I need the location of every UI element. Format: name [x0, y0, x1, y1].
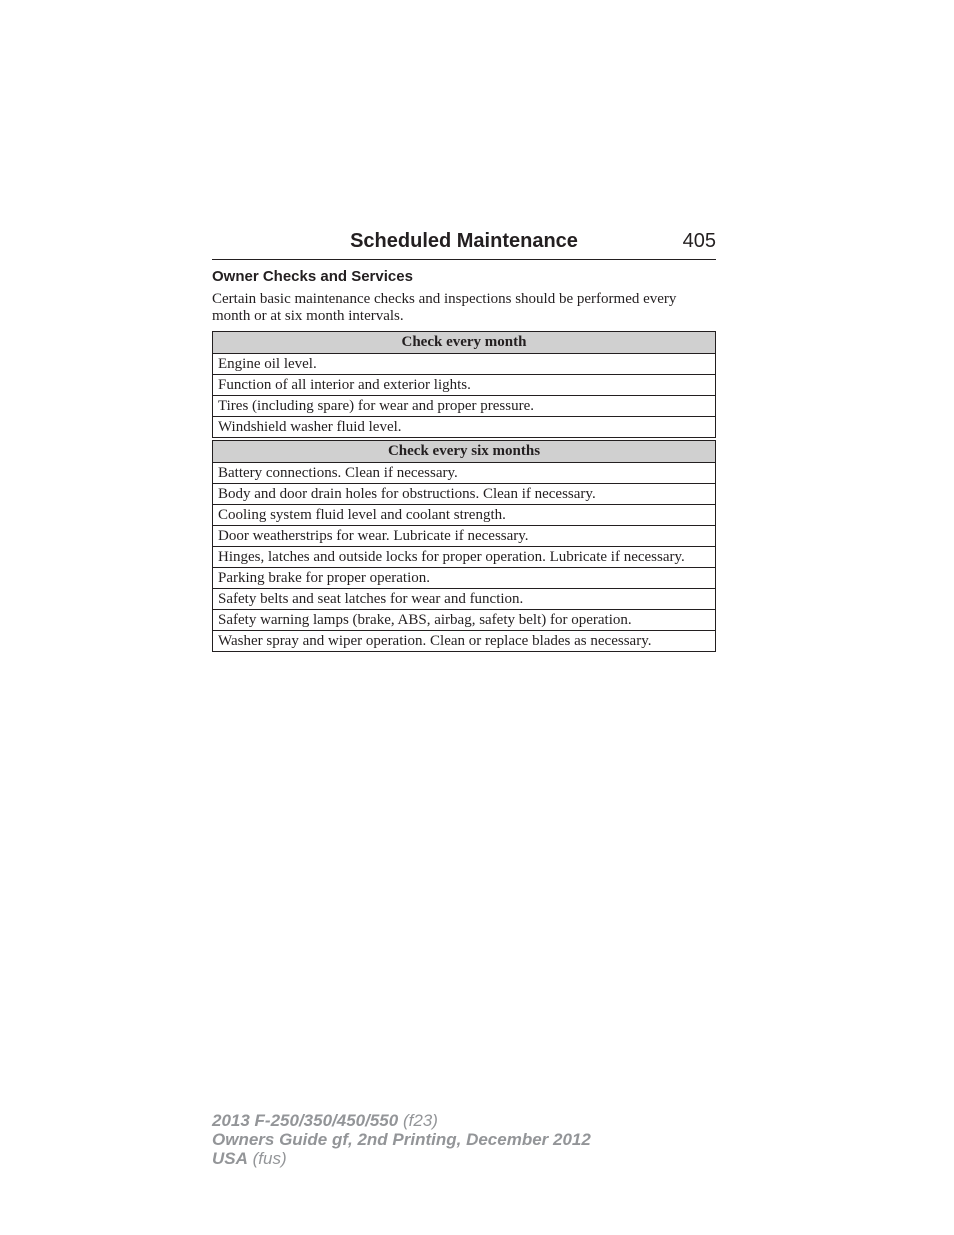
footer-line-model [212, 1111, 591, 1130]
page-footer [212, 1111, 591, 1168]
page-number: 405 [682, 230, 716, 252]
table-cell: Cooling system fluid level and coolant strength. [213, 505, 716, 526]
table-cell: Hinges, latches and outside locks for proper operation. Lubricate if necessary. [213, 547, 716, 568]
footer-model-code: (f23) [402, 1111, 438, 1130]
table-cell: Tires (including spare) for wear and proper pressure. [213, 396, 716, 417]
footer-line-market [212, 1149, 591, 1168]
table-header-row [213, 441, 716, 463]
table-row [213, 610, 716, 631]
table-row [213, 354, 716, 375]
page-header [212, 229, 716, 260]
six-month-checks-table [212, 440, 716, 652]
table-cell: Battery connections. Clean if necessary. [213, 463, 716, 484]
table-cell: Safety warning lamps (brake, ABS, airbag, safety belt) for operation. [213, 610, 716, 631]
table-header: Check every six months [213, 441, 716, 463]
table-cell: Washer spray and wiper operation. Clean or replace blades as necessary. [213, 631, 716, 652]
table-cell: Body and door drain holes for obstructions. Clean if necessary. [213, 484, 716, 505]
footer-market-code: (fus) [252, 1149, 287, 1168]
table-cell: Safety belts and seat latches for wear and function. [213, 589, 716, 610]
table-row [213, 589, 716, 610]
footer-market: USA [212, 1149, 248, 1168]
page-title: Scheduled Maintenance [350, 230, 578, 252]
table-row [213, 547, 716, 568]
footer-model: 2013 F-250/350/450/550 [212, 1111, 399, 1130]
monthly-checks-table [212, 331, 716, 438]
table-row [213, 417, 716, 438]
table-header: Check every month [213, 332, 716, 354]
intro-paragraph: Certain basic maintenance checks and inspections should be performed every month or at six month intervals. [212, 291, 677, 324]
footer-guide: Owners Guide gf, 2nd Printing, December 2012 [212, 1130, 591, 1149]
table-cell: Engine oil level. [213, 354, 716, 375]
table-row [213, 568, 716, 589]
table-row [213, 375, 716, 396]
table-row [213, 526, 716, 547]
table-row [213, 396, 716, 417]
table-row [213, 463, 716, 484]
table-cell: Function of all interior and exterior lights. [213, 375, 716, 396]
table-row [213, 631, 716, 652]
table-cell: Parking brake for proper operation. [213, 568, 716, 589]
footer-line-guide [212, 1130, 591, 1149]
table-cell: Door weatherstrips for wear. Lubricate if necessary. [213, 526, 716, 547]
table-row [213, 484, 716, 505]
table-row [213, 505, 716, 526]
table-cell: Windshield washer fluid level. [213, 417, 716, 438]
section-heading: Owner Checks and Services [212, 268, 413, 285]
table-header-row [213, 332, 716, 354]
